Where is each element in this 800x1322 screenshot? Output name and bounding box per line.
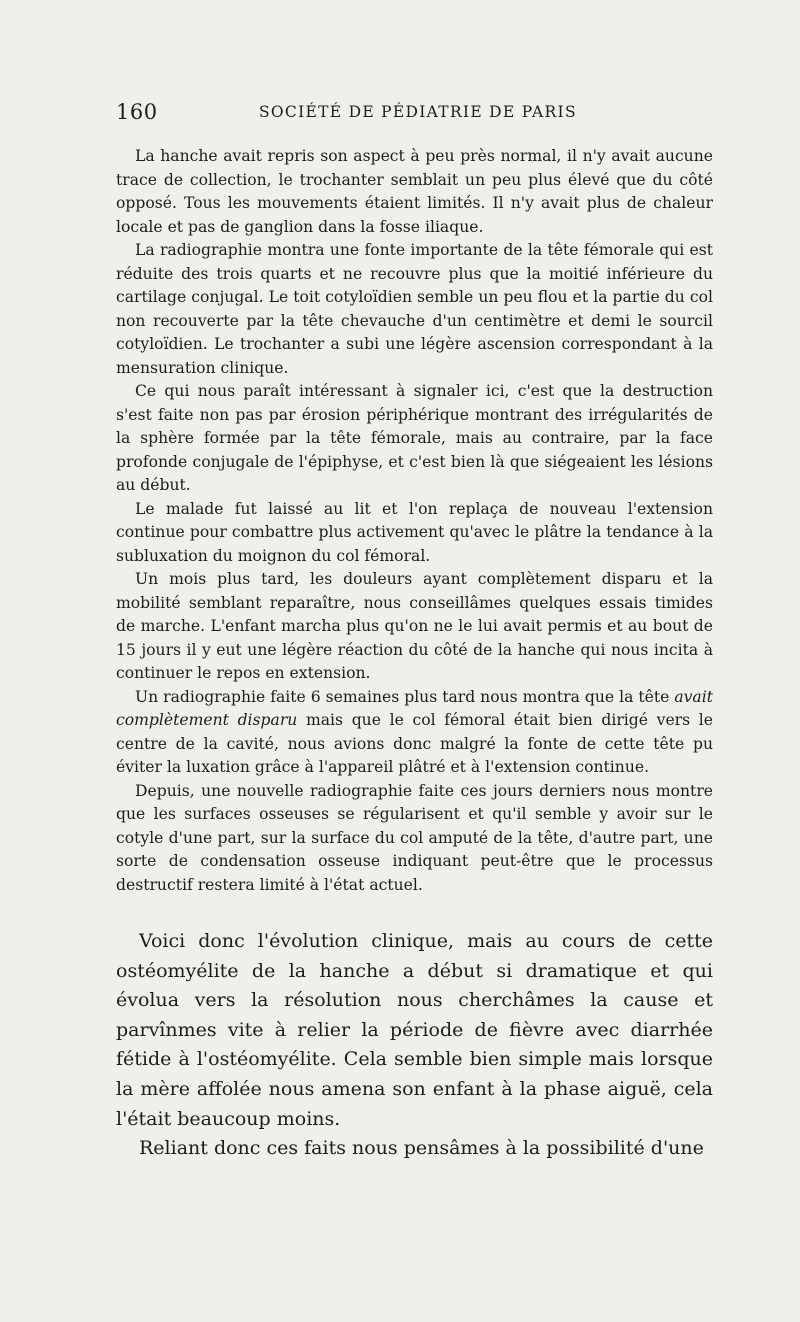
paragraph-hypothesis-start: Reliant donc ces faits nous pensâmes à la possibilité d'une [139,1137,704,1160]
page-number: 160 [116,100,158,124]
paragraph-latest-radiography: Depuis, une nouvelle radiographie faite ces jours derniers nous montre que les surfaces osseuses se régularisent et qu'il semble y avoir sur le cotyle d'une part, sur la surface du col amputé de la tête, d'autre part, une sorte de condensation osseuse indiquant peut-être que le processus destructif restera limité à l'état actuel. [116,781,713,894]
paragraph-second-radiography-end: mais que le col fémoral était bien dirigé vers le centre de la cavité, nous avions donc malgré la fonte de cette tête pu éviter la luxation grâce à l'appareil plâtré et à l'extension continue. [116,711,713,776]
paragraph-walking-trials: Un mois plus tard, les douleurs ayant complètement disparu et la mobilité semblant reparaître, nous conseillâmes quelques essais timides de marche. L'enfant marcha plus qu'on ne le lui avait permis et au bout de 15 jours il y eut une légère réaction du côté de la hanche qui nous incita à continuer le repos en extension. [116,570,713,682]
case-report-text [116,145,713,897]
paragraph-continuous-extension: Le malade fut laissé au lit et l'on replaça de nouveau l'extension continue pour combattre plus activement qu'avec le plâtre la tendance à la subluxation du moignon du col fémoral. [116,499,713,565]
paragraph-second-radiography [116,686,713,780]
page-header [116,100,713,130]
italic-emphasis: avait complètement disparu [116,687,713,729]
discussion-text [116,927,713,1164]
paragraph-radiography-findings: La radiographie montra une fonte importante de la tête fémorale qui est réduite des trois quarts et ne recouvre plus que la moitié inférieure du cartilage conjugal. Le toit cotyloïdien semble un peu flou et la partie du col non recouverte par la tête chevauche d'un centimètre et demi le sourcil cotyloïdien. Le trochanter a subi une légère ascension correspondant à la mensuration clinique. [116,241,713,377]
paragraph-clinical-evolution: Voici donc l'évolution clinique, mais au cours de cette ostéomyélite de la hanche a début si dramatique et qui évolua vers la résolution nous cherchâmes la cause et parvînmes vite à relier la période de fièvre avec diarrhée fétide à l'ostéomyélite. Cela semble bien simple mais lorsque la mère affolée nous amena son enfant à la phase aiguë, cela l'était beaucoup moins. [116,930,713,1130]
paragraph-second-radiography-start: Un radiographie faite 6 semaines plus tard nous montra que la tête [135,687,675,706]
paragraph-hip-aspect: La hanche avait repris son aspect à peu près normal, il n'y avait aucune trace de collection, le trochanter semblait un peu plus élevé que du côté opposé. Tous les mouvements étaient limités. Il n'y avait plus de chaleur locale et pas de ganglion dans la fosse iliaque. [116,147,713,236]
paragraph-destruction-mechanism: Ce qui nous paraît intéressant à signaler ici, c'est que la destruction s'est faite non pas par érosion périphérique montrant des irrégularités de la sphère formée par la tête fémorale, mais au contraire, par la face profonde conjugale de l'épiphyse, et c'est bien là que siégeaient les lésions au début. [116,382,713,494]
running-title: SOCIÉTÉ DE PÉDIATRIE DE PARIS [259,103,577,121]
